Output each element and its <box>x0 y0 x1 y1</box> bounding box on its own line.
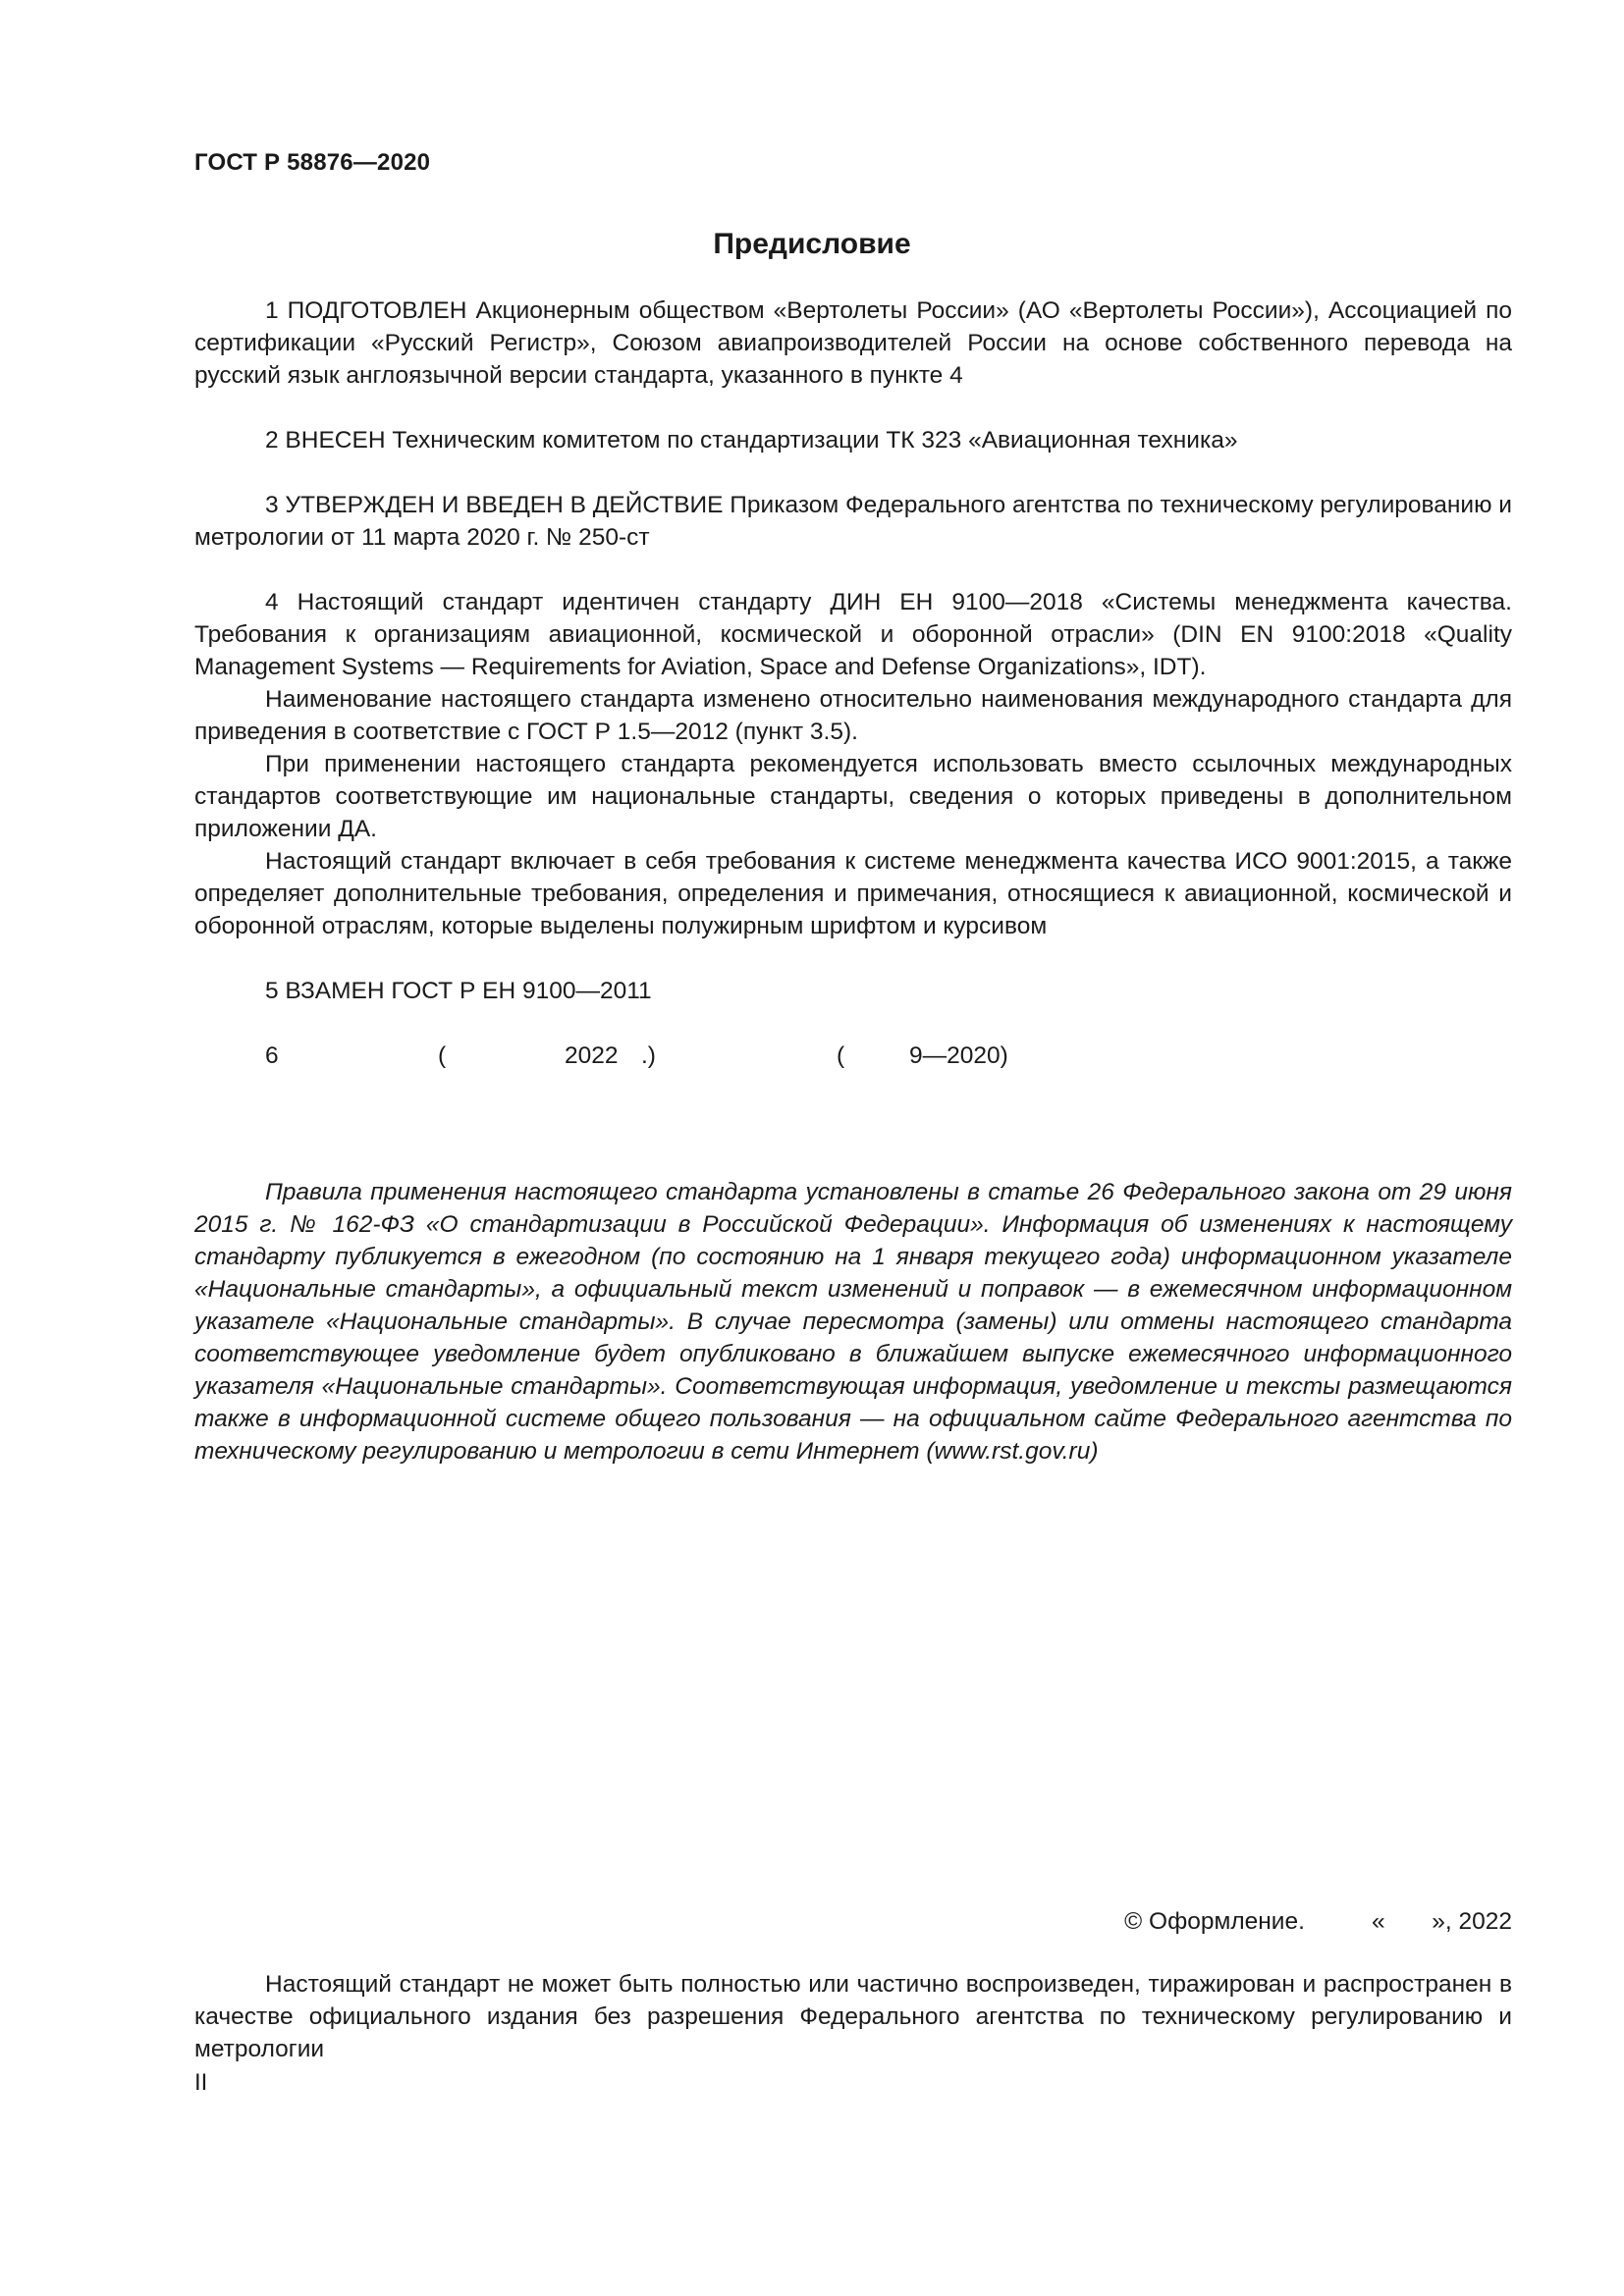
section-6-year-abbr: .) <box>641 1042 656 1069</box>
section-1: 1 ПОДГОТОВЛЕН Акционерным обществом «Вертолеты России» (АО «Вертолеты России»), Ассоциацией по сертификации «Русский Регистр», Союзом авиапроизводителей России на основе собственного перевода на русский язык англоязычной версии стандарта, указанного в пункте 4 <box>194 297 1512 389</box>
section-5: 5 ВЗАМЕН ГОСТ Р ЕН 9100—2011 <box>265 978 652 1004</box>
section-2: 2 ВНЕСЕН Техническим комитетом по стандартизации ТК 323 «Авиационная техника» <box>265 427 1238 454</box>
section-6-year: 2022 <box>565 1042 619 1069</box>
foreword-body <box>194 294 1512 1072</box>
standard-code: ГОСТ Р 58876—2020 <box>194 149 431 176</box>
section-6-number: 6 <box>265 1042 279 1069</box>
application-rules-note: Правила применения настоящего стандарта установлены в статье 26 Федерального закона от 29 июня 2015 г. № 162-ФЗ «О стандартизации в Российской Федерации». Информация об изменениях к настоящему стандарту публикуется в ежегодном (по состоянию на 1 января текущего года) информационном указателе «Национальные стандарты», а официальный текст изменений и поправок — в ежемесячном информационном указателе «Национальные стандарты». В случае пересмотра (замены) или отмены настоящего стандарта соответствующее уведомление будет опубликовано в ближайшем выпуске ежемесячного информационного указателя «Национальные стандарты». Соответствующая информация, уведомление и тексты размещаются также в информационной системе общего пользования — на официальном сайте Федерального агентства по техническому регулированию и метрологии в сети Интернет (www.rst.gov.ru) <box>194 1179 1512 1465</box>
section-4-paragraph-3: При применении настоящего стандарта рекомендуется использовать вместо ссылочных международных стандартов соответствующие им национальные стандарты, сведения о которых приведены в дополнительном приложении ДА. <box>194 751 1512 842</box>
section-6-reference: 9—2020) <box>909 1042 1008 1069</box>
section-3: 3 УТВЕРЖДЕН И ВВЕДЕН В ДЕЙСТВИЕ Приказом Федерального агентства по техническому регулированию и метрологии от 11 марта 2020 г. № 250-ст <box>194 492 1512 551</box>
section-6 <box>194 1040 1512 1072</box>
section-4-paragraph-4: Настоящий стандарт включает в себя требования к системе менеджмента качества ИСО 9001:2015, а также определяет дополнительные требования, определения и примечания, относящиеся к авиационной, космической и оборонной отраслям, которые выделены полужирным шрифтом и курсивом <box>194 848 1512 939</box>
copyright-line: © Оформление. « », 2022 <box>1124 1908 1512 1935</box>
section-6-paren-open-2: ( <box>837 1042 845 1069</box>
section-4-paragraph-1: 4 Настоящий стандарт идентичен стандарту ДИН ЕН 9100—2018 «Системы менеджмента качества. Требования к организациям авиационной, космической и оборонной отрасли» (DIN EN 9100:2018 «Quality Management Systems — Requirements for Aviation, Space and Defense Organizations», IDT). <box>194 589 1512 680</box>
page-number: II <box>194 2069 208 2096</box>
page-title: Предисловие <box>713 228 911 260</box>
section-6-paren-open: ( <box>438 1042 447 1069</box>
reproduction-notice: Настоящий стандарт не может быть полностью или частично воспроизведен, тиражирован и распространен в качестве официального издания без разрешения Федерального агентства по техническому регулированию и метрологии <box>194 1971 1512 2062</box>
section-4-paragraph-2: Наименование настоящего стандарта изменено относительно наименования международного стандарта для приведения в соответствие с ГОСТ Р 1.5—2012 (пункт 3.5). <box>194 686 1512 745</box>
